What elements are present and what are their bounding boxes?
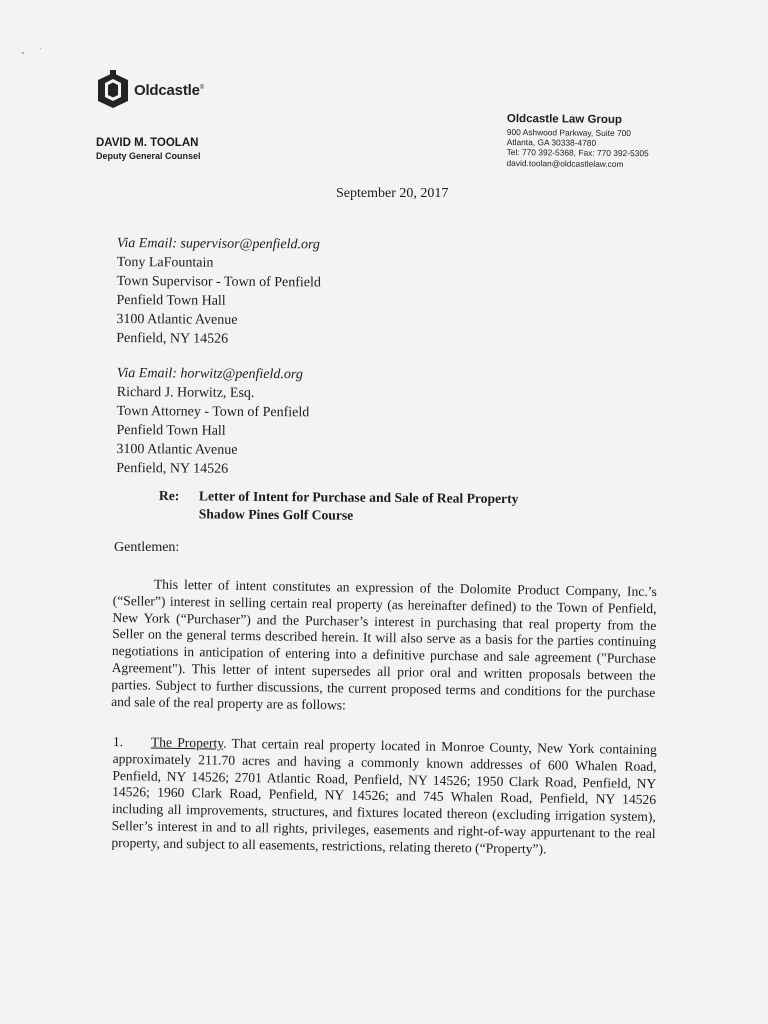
recipient-city: Penfield, NY 14526 [116, 460, 229, 477]
subject-label: Re: [158, 487, 180, 504]
firm-block [507, 112, 649, 169]
recipient-block [116, 364, 309, 479]
recipient-street: 3100 Atlantic Avenue [116, 311, 238, 328]
sender-block [96, 137, 201, 163]
scan-speck [22, 52, 24, 54]
registered-mark: ® [199, 84, 204, 91]
sender-name: DAVID M. TOOLAN [96, 137, 199, 149]
recipient-name: Richard J. Horwitz, Esq. [116, 384, 255, 401]
scan-speck [40, 48, 41, 49]
section-text: . That certain real property located in Monroe County, New York containing approximately 211.70 acres and having a commonly known addresses of 600 Whalen Road, Penfield, NY 14526; 2701 Atlantic Road, Penfield, NY 14526; 1950 Clark Road, Penfield, NY 14526; 1960 Clark Road, Penfield, NY 14526; and 745 Whalen Road, Penfield, NY 14526 including all improvements, structures, and fixtures located thereon (excluding irrigation system), Seller’s interest in and to all rights, privileges, easements and right-of-way appurtenant to the real property, and subject to all easements, restrictions, relating thereto (“Property”). [111, 735, 657, 857]
recipient-org: Penfield Town Hall [116, 292, 226, 309]
firm-name: Oldcastle Law Group [506, 112, 623, 127]
letter-date: September 20, 2017 [336, 186, 449, 201]
salutation: Gentlemen: [114, 540, 180, 555]
firm-address-2: Atlanta, GA 30338-4780 [506, 137, 597, 148]
section-heading: The Property [150, 734, 224, 751]
recipient-city: Penfield, NY 14526 [116, 330, 229, 347]
oldcastle-logo-icon [96, 70, 130, 110]
section-number: 1. [112, 734, 124, 750]
recipient-title: Town Attorney - Town of Penfield [116, 403, 310, 421]
sender-title: Deputy General Counsel [96, 151, 201, 161]
firm-phone-fax: Tel: 770 392-5368, Fax: 770 392-5305 [506, 147, 649, 159]
recipient-via-email: Via Email: horwitz@penfield.org [116, 365, 303, 383]
subject-line-1: Letter of Intent for Purchase and Sale of Real Property [198, 488, 519, 507]
firm-address-1: 900 Ashwood Parkway, Suite 700 [506, 126, 632, 139]
recipient-name: Tony LaFountain [116, 254, 214, 271]
recipient-org: Penfield Town Hall [116, 422, 226, 439]
company-logo [96, 70, 204, 110]
intro-paragraph: This letter of intent constitutes an expression of the Dolomite Product Company, Inc.’s (“Seller”) interest in selling certain real property (as hereinafter defined) to the Town of Penfield, New York (“Purchaser”) and the Purchaser’s interest in purchasing that real property from the Seller on the general terms described herein. It will also serve as a basis for the parties continuing negotiations in anticipation of entering into a definitive purchase and sale agreement ("Purchase Agreement"). This letter of intent supersedes all prior oral and written proposals between the parties. Subject to further discussions, the current proposed terms and conditions for the purchase and sale of the real property are as follows: [111, 576, 657, 713]
section-1-paragraph [111, 734, 657, 860]
recipient-via-email: Via Email: supervisor@penfield.org [116, 235, 321, 253]
recipient-block [116, 234, 321, 349]
subject-line-2: Shadow Pines Golf Course [198, 506, 354, 523]
recipient-title: Town Supervisor - Town of Penfield [116, 273, 321, 291]
logo-wordmark: Oldcastle® [134, 81, 204, 99]
firm-email: david.toolan@oldcastlelaw.com [506, 157, 624, 169]
recipient-street: 3100 Atlantic Avenue [116, 441, 238, 458]
